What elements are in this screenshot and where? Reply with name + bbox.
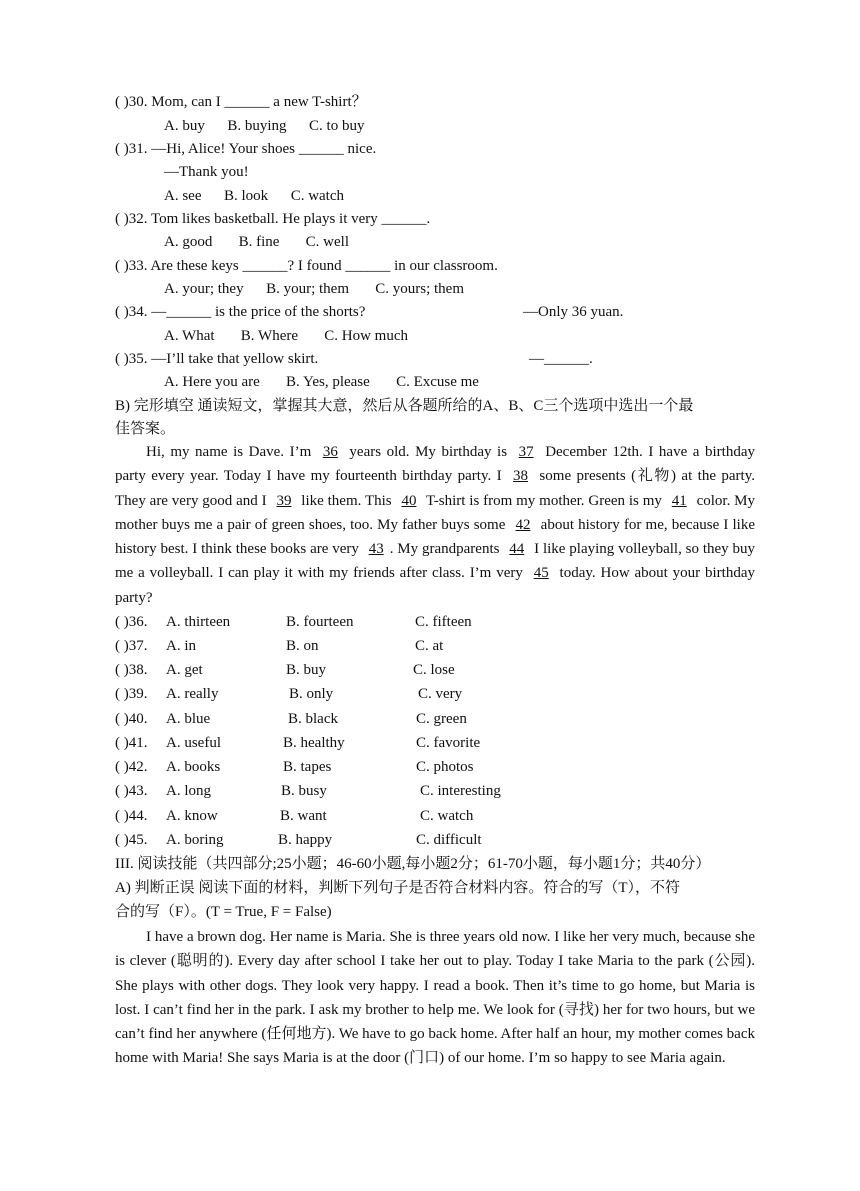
question-31-reply: —Thank you! bbox=[164, 164, 249, 180]
section-iii-a-heading: A) 判断正误 阅读下面的材料，判断下列句子是否符合材料内容。符合的写（T），不符 bbox=[115, 880, 680, 896]
blank-40: 40 bbox=[401, 492, 417, 509]
section-iii-a-heading-cont: 合的写（F）。(T = True, F = False) bbox=[115, 904, 332, 920]
section-b-heading: B) 完形填空 通读短文，掌握其大意，然后从各题所给的A、B、C三个选项中选出一个最 bbox=[115, 398, 694, 414]
option-c: C. well bbox=[305, 234, 350, 250]
option-a: A. buy bbox=[164, 118, 205, 134]
option-c: C. to buy bbox=[309, 118, 365, 134]
question-34-reply: —Only 36 yuan. bbox=[523, 304, 624, 320]
exam-page: ( )30. Mom, can I ______ a new T-shirt？ A. buy B. buying C. to buy ( )31. —Hi, Alice! Your shoes ______ nice. —Thank you! A. see B. look C. watch ( )32. Tom likes basketball. He plays it very ______. A. good B. fine C. well ( )33. Are these keys ______? I found ______ in our classroom. A. your; they B. your; them C. yours; them ( )34. —______ is the price of the shorts? —Only 36 yuan. A. What B. Where C. How much ( )35. —I’ll take that yellow skirt. —______. A. Here you are B. Yes, please C. Excuse me B) 完形填空 通读短文，掌握其大意，然后从各题所给的A、B、C三个选项中选出一个最 佳答案。 Hi, my name is Dave. I’m 36 years old. My birthday is 37 December 12th. I have a birthday party every year. Today I have my fourteenth birthday party. I 38 some presents (礼物) at the party. They are very good and I 39 like them. This 40 T-shirt is from my mother. Green is my 41 color. My mother buys me a pair of green shoes, too. My father buys some 42 about history for me, because I like history best. I think these books are very 43 . My grandparents 44 I like playing volleyball, so they buy me a volleyball. I can play it with my friends after class. I’m very 45 today. How about your birthday party? ( )36. A. thirteen B. fourteen C. fifteen ( )37. A. in B. on C. at ( )38. A. get B. buy C. lose ( )39. A. really B. only C. very ( )40. A. blue B. black C. green ( )41. A. useful B. healthy C. favorite ( )42. A. books B. tapes C. photos ( )43. A. long B. busy C. interesting ( )44. A. know B. want C. watch ( )45. A. boring B. happy C. difficult III. 阅读技能（共四部分;25小题；46-60小题,每小题2分；61-70小题，每小题1分；共40分） A) 判断正误 阅读下面的材料，判断下列句子是否符合材料内容。符合的写（T），不符 合的写（F）。(T = True, F = False) I have a brown dog. Her name is Maria. She is three years old now. I like her very much, because she is clever (聪明的). Every day after school I take her out to play. Today I take Maria to the park (公园). She plays with other dogs. They look very happy. I read a book. Then it’s time to go home, but Maria is lost. I can’t find her in the park. I ask my brother to help me. We look for (寻找) her for two hours, but we can’t find her anywhere (任何地方). We have to go back home. After half an hour, my mother comes back home with Maria! She says Maria is at the door (门口) of our home. I’m so happy to see Maria again. bbox=[0, 0, 860, 1191]
question-31: ( )31. —Hi, Alice! Your shoes ______ nice. bbox=[115, 141, 377, 157]
blank-45: 45 bbox=[533, 565, 549, 582]
option-a: A. your; they bbox=[164, 281, 244, 297]
blank-42: 42 bbox=[515, 516, 531, 533]
blank-43: 43 bbox=[368, 541, 384, 558]
option-a: A. see bbox=[164, 188, 202, 204]
question-33-options bbox=[164, 279, 464, 299]
question-35: ( )35. —I’ll take that yellow skirt. bbox=[115, 351, 319, 367]
question-30: ( )30. Mom, can I ______ a new T-shirt？ bbox=[115, 94, 367, 110]
reading-passage: I have a brown dog. Her name is Maria. She is three years old now. I like her very much, because she is clever (聪明的). Every day after school I take her out to play. Today I take Maria to the park (公园). She plays with other dogs. They look very happy. I read a book. Then it’s time to go home, but Maria is lost. I can’t find her in the park. I ask my brother to help me. We look for (寻找) her for two hours, but we can’t find her anywhere (任何地方). We have to go back home. After half an hour, my mother comes back home with Maria! She says Maria is at the door (门口) of our home. I’m so happy to see Maria again. bbox=[115, 929, 755, 1067]
question-30-options bbox=[164, 116, 364, 136]
section-iii-heading: III. 阅读技能（共四部分;25小题；46-60小题,每小题2分；61-70小题，每小题1分；共40分） bbox=[115, 856, 711, 872]
blank-41: 41 bbox=[671, 492, 687, 509]
question-33: ( )33. Are these keys ______? I found ______ in our classroom. bbox=[115, 258, 498, 274]
option-a: A. good bbox=[164, 234, 213, 250]
question-32: ( )32. Tom likes basketball. He plays it very ______. bbox=[115, 211, 431, 227]
option-b: B. fine bbox=[238, 234, 280, 250]
option-c: C. How much bbox=[324, 328, 408, 344]
question-31-options bbox=[164, 186, 344, 206]
option-b: B. look bbox=[224, 188, 269, 204]
blank-37: 37 bbox=[518, 444, 534, 460]
question-35-options bbox=[164, 372, 479, 392]
blank-38: 38 bbox=[513, 468, 529, 485]
option-b: B. Where bbox=[240, 328, 298, 344]
question-34-options bbox=[164, 326, 408, 346]
option-a: A. What bbox=[164, 328, 215, 344]
section-b-heading-cont: 佳答案。 bbox=[115, 421, 176, 437]
option-c: C. watch bbox=[290, 188, 345, 204]
question-35-reply: —______. bbox=[529, 351, 593, 367]
question-34: ( )34. —______ is the price of the shorts? bbox=[115, 304, 366, 320]
question-32-options bbox=[164, 232, 349, 252]
option-b: B. buying bbox=[227, 118, 287, 134]
blank-39: 39 bbox=[276, 492, 292, 509]
option-b: B. your; them bbox=[266, 281, 349, 297]
cloze-passage: Hi, my name is Dave. I’m 36 years old. My birthday is 37 December 12th. I have a birthday party every year. Today I have my fourteenth birthday party. I 38 some presents (礼物) at the party. They are very good and I 39 like them. This 40 T-shirt is from my mother. Green is my 41 color. My mother buys me a pair of green shoes, too. My father buys some 42 about history for me, because I like history best. I think these books are very 43 . My grandparents 44 I like playing volleyball, so they buy me a volleyball. I can play it with my friends after class. I’m very 45 today. How about your birthday party? bbox=[115, 444, 756, 606]
blank-36: 36 bbox=[322, 444, 338, 460]
blank-44: 44 bbox=[509, 541, 525, 558]
option-a: A. Here you are bbox=[164, 374, 260, 390]
option-c: C. yours; them bbox=[375, 281, 464, 297]
option-b: B. Yes, please bbox=[286, 374, 370, 390]
option-c: C. Excuse me bbox=[396, 374, 479, 390]
